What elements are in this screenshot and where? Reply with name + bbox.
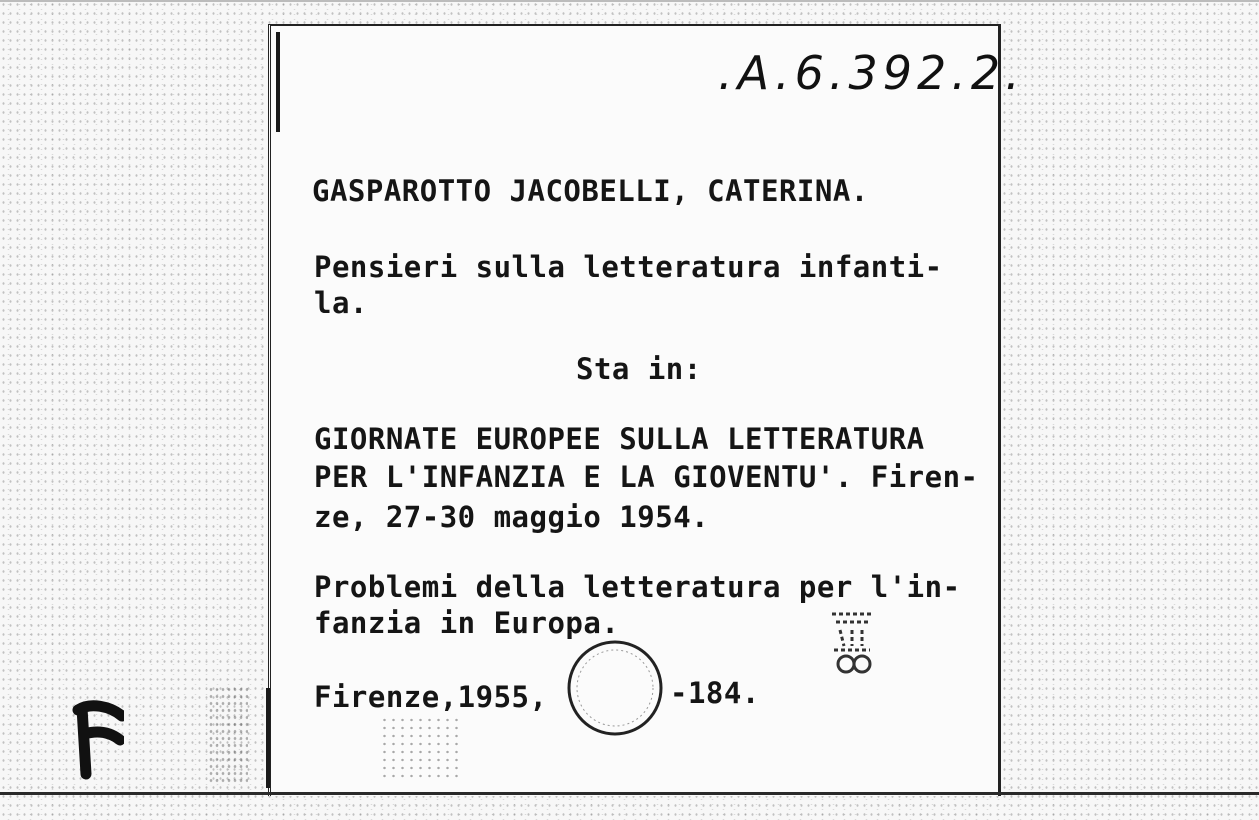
author-heading: GASPAROTTO JACOBELLI, CATERINA. bbox=[312, 174, 869, 208]
title-line-2: la. bbox=[314, 286, 368, 320]
conference-line-1: GIORNATE EUROPEE SULLA LETTERATURA bbox=[314, 422, 925, 456]
top-edge-line bbox=[0, 0, 1259, 2]
card-left-edge-mark bbox=[276, 32, 280, 132]
contained-in-label: Sta in: bbox=[576, 352, 702, 386]
card-left-edge-mark-lower bbox=[266, 688, 270, 788]
shelfmark: .A.6.392.2. bbox=[718, 46, 1025, 100]
library-stamp-icon bbox=[565, 636, 665, 736]
numeric-stamp-mark-icon bbox=[822, 606, 882, 678]
bottom-edge-line bbox=[0, 792, 1259, 795]
title-line-1: Pensieri sulla letteratura infanti- bbox=[314, 250, 943, 284]
imprint-place-year: Firenze,1955, bbox=[314, 680, 548, 714]
handwritten-f-mark-icon bbox=[64, 700, 124, 780]
ink-speckle bbox=[380, 716, 460, 782]
conference-line-2: PER L'INFANZIA E LA GIOVENTU'. Firen- bbox=[314, 460, 979, 494]
ink-speckle-side bbox=[208, 686, 248, 786]
imprint-pages: -184. bbox=[670, 676, 760, 710]
series-title-line-2: fanzia in Europa. bbox=[314, 606, 620, 640]
conference-line-3: ze, 27-30 maggio 1954. bbox=[314, 500, 710, 534]
series-title-line-1: Problemi della letteratura per l'in- bbox=[314, 570, 961, 604]
